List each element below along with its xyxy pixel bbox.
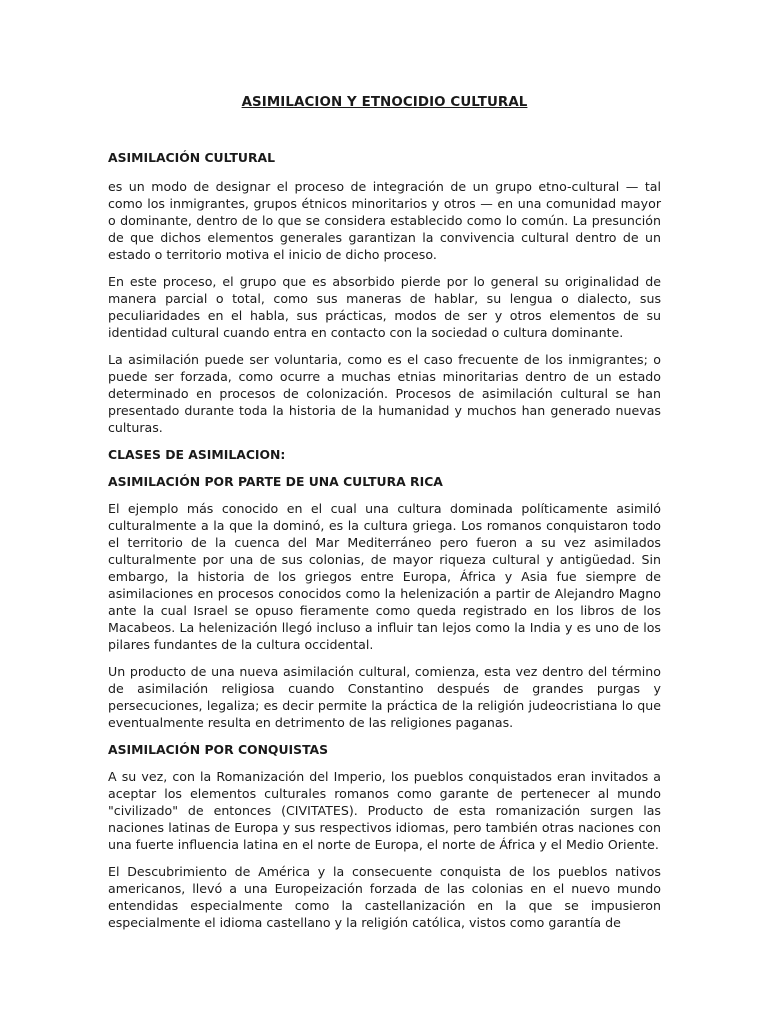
paragraph: El ejemplo más conocido en el cual una cultura dominada políticamente asimiló culturalmente a la que la dominó, es la cultura griega. Los romanos conquistaron todo el territorio de la cuenca del Mar Mediterráneo pero fueron a su vez asimilados culturalmente por una de sus colonias, de mayor riqueza cultural y antigüedad. Sin embargo, la historia de los griegos entre Europa, África y Asia fue siempre de asimilaciones en procesos conocidos como la helenización a partir de Alejandro Magno ante la cual Israel se opuso fieramente como queda registrado en los libros de los Macabeos. La helenización llegó incluso a influir tan lejos como la India y es uno de los pilares fundantes de la cultura occidental. (108, 501, 661, 652)
section-asimilacion-por-conquistas (108, 741, 661, 931)
paragraph: En este proceso, el grupo que es absorbido pierde por lo general su originalidad de manera parcial o total, como sus maneras de hablar, su lengua o dialecto, sus peculiaridades en el habla, sus prácticas, modos de ser y otros elementos de su identidad cultural cuando entra en contacto con la sociedad o cultura dominante. (108, 274, 661, 340)
section-clases-de-asimilacion (108, 446, 661, 463)
paragraph: A su vez, con la Romanización del Imperio, los pueblos conquistados eran invitados a aceptar los elementos culturales romanos como garante de pertenecer al mundo "civilizado" de entonces (CIVITATES). Producto de esta romanización surgen las naciones latinas de Europa y sus respectivos idiomas, pero también otras naciones con una fuerte influencia latina en el norte de Europa, el norte de África y el Medio Oriente. (108, 769, 661, 852)
section-asimilacion-cultural (108, 149, 661, 436)
section-heading: ASIMILACIÓN CULTURAL (108, 150, 276, 165)
document-body (108, 94, 661, 941)
paragraph: El Descubrimiento de América y la consecuente conquista de los pueblos nativos americanos, llevó a una Europeización forzada de las colonias en el nuevo mundo entendidas especialmente como la castellanización en la que se impusieron especialmente el idioma castellano y la religión católica, vistos como garantía de (108, 864, 661, 930)
section-heading: CLASES DE ASIMILACION: (108, 447, 286, 462)
section-heading: ASIMILACIÓN POR PARTE DE UNA CULTURA RICA (108, 474, 443, 489)
section-asimilacion-cultura-rica (108, 473, 661, 731)
paragraph: Un producto de una nueva asimilación cultural, comienza, esta vez dentro del término de asimilación religiosa cuando Constantino después de grandes purgas y persecuciones, legaliza; es decir permite la práctica de la religión judeocristiana lo que eventualmente resulta en detrimento de las religiones paganas. (108, 664, 661, 730)
section-heading: ASIMILACIÓN POR CONQUISTAS (108, 742, 329, 757)
paragraph: es un modo de designar el proceso de integración de un grupo etno-cultural — tal como los inmigrantes, grupos étnicos minoritarios y otros — en una comunidad mayor o dominante, dentro de lo que se considera establecido como lo común. La presunción de que dichos elementos generales garantizan la convivencia cultural dentro de un estado o territorio motiva el inicio de dicho proceso. (108, 179, 661, 262)
document-title: ASIMILACION Y ETNOCIDIO CULTURAL (241, 95, 528, 110)
paragraph: La asimilación puede ser voluntaria, como es el caso frecuente de los inmigrantes; o puede ser forzada, como ocurre a muchas etnias minoritarias dentro de un estado determinado en procesos de colonización. Procesos de asimilación cultural se han presentado durante toda la historia de la humanidad y muchos han generado nuevas culturas. (108, 352, 661, 435)
